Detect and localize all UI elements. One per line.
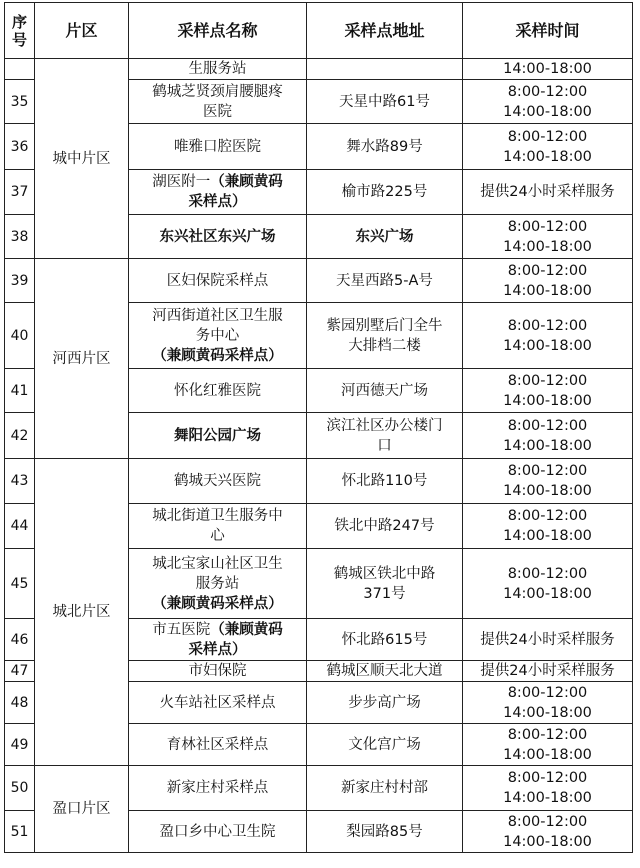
site-name-cell — [129, 413, 307, 459]
site-address-cell — [307, 811, 463, 853]
sampling-time-cell — [463, 124, 633, 170]
sampling-time-cell — [463, 724, 633, 766]
table-row — [5, 259, 633, 303]
header-area: 片区 — [35, 3, 129, 59]
sampling-time-cell — [463, 80, 633, 124]
site-name-line: 鹤城天兴医院 — [174, 473, 261, 489]
site-address-line: 大排档二楼 — [348, 337, 421, 354]
site-address-cell — [307, 80, 463, 124]
seq-cell: 43 — [5, 459, 35, 504]
seq-cell: 51 — [5, 811, 35, 853]
site-name-cell — [129, 766, 307, 811]
site-name-cell — [129, 124, 307, 170]
site-name-line: 区妇保院采样点 — [166, 272, 269, 289]
site-name-line: 盈口乡中心卫生院 — [159, 823, 276, 840]
site-address-cell — [307, 549, 463, 619]
sampling-time-line: 14:00-18:00 — [503, 61, 592, 77]
seq-cell: 38 — [5, 215, 35, 259]
seq-cell: 48 — [5, 682, 35, 724]
site-address-cell — [307, 661, 463, 682]
sampling-time-line: 8:00-12:00 — [507, 508, 588, 524]
sampling-time-line: 提供24小时采样服务 — [480, 663, 615, 679]
sampling-time-line: 8:00-12:00 — [507, 726, 588, 743]
sampling-time-line: 8:00-12:00 — [507, 218, 588, 235]
site-name-line: 火车站社区采样点 — [159, 694, 276, 711]
area-cell: 城北片区 — [35, 459, 129, 766]
site-address-cell — [307, 504, 463, 549]
site-address-line: 铁北中路247号 — [334, 518, 435, 534]
site-address-line: 口 — [377, 437, 392, 454]
site-address-cell — [307, 724, 463, 766]
site-name-cell — [129, 549, 307, 619]
site-name-line: 舞阳公园广场 — [174, 427, 261, 444]
site-address-cell — [307, 413, 463, 459]
site-name-line: 服务站 — [195, 575, 240, 592]
site-name-line: （兼顾黄码 — [210, 174, 283, 190]
sampling-time-line: 提供24小时采样服务 — [480, 184, 615, 200]
site-name-cell — [129, 619, 307, 661]
header-row — [5, 3, 633, 59]
sampling-time-line: 8:00-12:00 — [507, 128, 588, 145]
site-name-cell — [129, 59, 307, 80]
site-address-line: 梨园路85号 — [346, 823, 423, 840]
site-name-cell — [129, 504, 307, 549]
site-address-cell — [307, 59, 463, 80]
site-address-line: 榆市路225号 — [341, 184, 428, 200]
site-address-line: 371号 — [363, 585, 406, 602]
site-name-line: 采样点） — [188, 194, 247, 210]
sampling-time-cell — [463, 661, 633, 682]
sampling-time-line: 8:00-12:00 — [507, 813, 588, 830]
sampling-time-line: 8:00-12:00 — [507, 262, 588, 279]
area-cell: 河西片区 — [35, 259, 129, 459]
seq-cell: 50 — [5, 766, 35, 811]
seq-cell: 40 — [5, 303, 35, 369]
sampling-time-line: 14:00-18:00 — [503, 528, 592, 544]
sampling-time-cell — [463, 682, 633, 724]
site-address-line: 文化宫广场 — [348, 736, 421, 753]
site-name-cell — [129, 369, 307, 413]
site-name-line: 采样点） — [188, 641, 247, 658]
sampling-time-line: 14:00-18:00 — [503, 337, 592, 354]
sampling-time-line: 14:00-18:00 — [503, 704, 592, 721]
site-address-line: 新家庄村村部 — [341, 780, 428, 796]
sampling-time-line: 14:00-18:00 — [503, 746, 592, 763]
sampling-time-cell — [463, 504, 633, 549]
site-name-line: 湖医附一 — [152, 174, 211, 190]
site-name-line: 城北街道卫生服务中 — [152, 508, 283, 524]
site-address-line: 步步高广场 — [348, 694, 421, 711]
site-name-line: 河西街道社区卫生服 — [152, 307, 283, 324]
site-address-cell — [307, 124, 463, 170]
site-name-cell — [129, 682, 307, 724]
sampling-time-line: 14:00-18:00 — [503, 103, 592, 120]
area-cell: 盈口片区 — [35, 766, 129, 853]
sampling-time-line: 14:00-18:00 — [503, 585, 592, 602]
sampling-time-line: 8:00-12:00 — [507, 83, 588, 100]
sampling-time-line: 14:00-18:00 — [503, 833, 592, 850]
site-address-cell — [307, 170, 463, 215]
site-address-line: 河西德天广场 — [341, 382, 428, 399]
site-name-cell — [129, 259, 307, 303]
site-address-cell — [307, 766, 463, 811]
site-address-cell — [307, 459, 463, 504]
sampling-time-cell — [463, 811, 633, 853]
sampling-time-line: 8:00-12:00 — [507, 770, 588, 786]
header-time: 采样时间 — [463, 3, 633, 59]
site-name-line: 市妇保院 — [188, 663, 247, 679]
sampling-time-line: 8:00-12:00 — [507, 565, 588, 582]
table-body — [5, 59, 633, 853]
site-address-line: 东兴广场 — [355, 228, 414, 245]
site-name-cell — [129, 215, 307, 259]
site-name-line: （兼顾黄码 — [210, 621, 283, 638]
site-address-cell — [307, 303, 463, 369]
site-address-line: 紫园别墅后门全牛 — [326, 317, 443, 334]
sampling-time-cell — [463, 259, 633, 303]
sampling-time-line: 14:00-18:00 — [503, 148, 592, 165]
site-name-line: 务中心 — [195, 327, 240, 344]
site-address-line: 怀北路110号 — [341, 473, 428, 489]
sampling-time-line: 14:00-18:00 — [503, 392, 592, 409]
sampling-time-cell — [463, 303, 633, 369]
site-address-line: 鹤城区铁北中路 — [333, 565, 436, 582]
sampling-time-line: 8:00-12:00 — [507, 317, 588, 334]
site-name-line: 生服务站 — [188, 61, 247, 77]
sampling-time-cell — [463, 459, 633, 504]
seq-cell: 49 — [5, 724, 35, 766]
sampling-sites-table — [4, 2, 633, 853]
seq-cell: 35 — [5, 80, 35, 124]
site-name-line: （兼顾黄码采样点） — [152, 347, 283, 364]
sampling-time-line: 14:00-18:00 — [503, 238, 592, 255]
sampling-time-line: 8:00-12:00 — [507, 684, 588, 701]
site-name-cell — [129, 459, 307, 504]
site-name-line: 鹤城芝贤颈肩腰腿疼 — [152, 83, 283, 100]
sampling-time-cell — [463, 619, 633, 661]
site-address-cell — [307, 682, 463, 724]
site-address-line: 怀北路615号 — [341, 631, 428, 648]
site-address-line: 鹤城区顺天北大道 — [326, 663, 443, 679]
site-name-cell — [129, 811, 307, 853]
sampling-time-line: 14:00-18:00 — [503, 483, 592, 499]
site-address-cell — [307, 619, 463, 661]
site-name-line: 育林社区采样点 — [166, 736, 269, 753]
site-address-cell — [307, 259, 463, 303]
site-name-line: 市五医院 — [152, 621, 211, 638]
site-address-line: 舞水路89号 — [346, 138, 423, 155]
sampling-time-line: 14:00-18:00 — [503, 282, 592, 299]
sampling-time-cell — [463, 170, 633, 215]
sampling-time-cell — [463, 766, 633, 811]
sampling-time-line: 8:00-12:00 — [507, 417, 588, 434]
sampling-time-line: 14:00-18:00 — [503, 790, 592, 806]
table-row — [5, 766, 633, 811]
site-name-cell — [129, 170, 307, 215]
site-name-line: 城北宝家山社区卫生 — [152, 555, 283, 572]
sampling-time-line: 8:00-12:00 — [507, 463, 588, 479]
site-name-line: 心 — [210, 528, 225, 544]
seq-cell: 36 — [5, 124, 35, 170]
site-address-line: 天星西路5-A号 — [336, 272, 433, 289]
seq-cell: 41 — [5, 369, 35, 413]
sampling-time-cell — [463, 369, 633, 413]
sampling-time-cell — [463, 215, 633, 259]
header-address: 采样点地址 — [307, 3, 463, 59]
seq-cell — [5, 59, 35, 80]
site-address-line: 天星中路61号 — [339, 93, 430, 110]
site-name-cell — [129, 303, 307, 369]
site-address-line: 滨江社区办公楼门 — [326, 417, 443, 434]
site-name-cell — [129, 724, 307, 766]
site-name-cell — [129, 80, 307, 124]
sampling-time-cell — [463, 413, 633, 459]
sampling-time-cell — [463, 59, 633, 80]
area-cell: 城中片区 — [35, 59, 129, 259]
site-name-line: 新家庄村采样点 — [166, 780, 269, 796]
seq-cell: 44 — [5, 504, 35, 549]
seq-cell: 37 — [5, 170, 35, 215]
seq-cell: 47 — [5, 661, 35, 682]
site-name-line: （兼顾黄码采样点） — [152, 595, 283, 612]
site-address-cell — [307, 215, 463, 259]
site-name-cell — [129, 661, 307, 682]
seq-cell: 46 — [5, 619, 35, 661]
sampling-time-line: 8:00-12:00 — [507, 372, 588, 389]
site-address-cell — [307, 369, 463, 413]
sampling-time-line: 提供24小时采样服务 — [480, 631, 615, 648]
seq-cell: 39 — [5, 259, 35, 303]
site-name-line: 东兴社区东兴广场 — [159, 228, 276, 245]
site-name-line: 唯雅口腔医院 — [174, 138, 261, 155]
seq-cell: 45 — [5, 549, 35, 619]
table-row — [5, 459, 633, 504]
table-row — [5, 59, 633, 80]
header-name: 采样点名称 — [129, 3, 307, 59]
sampling-time-line: 14:00-18:00 — [503, 437, 592, 454]
sampling-time-cell — [463, 549, 633, 619]
header-seq: 序号 — [5, 3, 35, 59]
seq-cell: 42 — [5, 413, 35, 459]
site-name-line: 怀化红雅医院 — [174, 382, 261, 399]
site-name-line: 医院 — [203, 103, 232, 120]
